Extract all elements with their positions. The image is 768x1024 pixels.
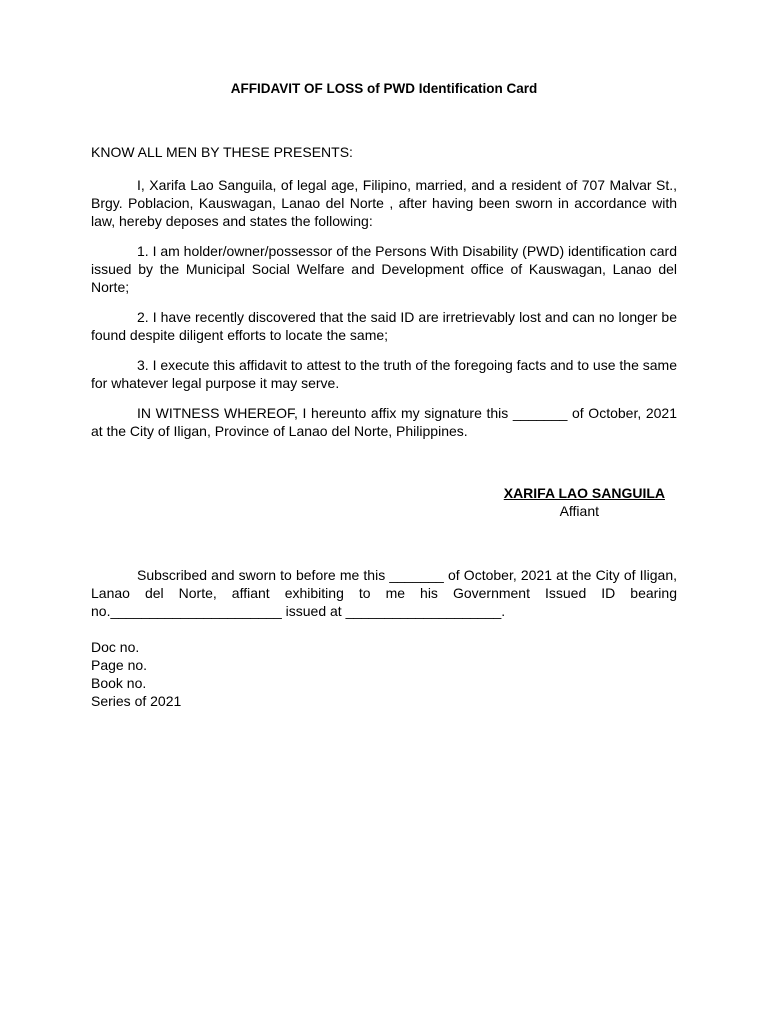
witness-paragraph: IN WITNESS WHEREOF, I hereunto affix my signature this _______ of October, 2021 at the City of Iligan, Province of Lanao del Norte, Philippines. [91, 405, 677, 439]
document-body [91, 80, 677, 710]
signature-block [91, 484, 665, 520]
affiant-label: Affiant [559, 503, 599, 519]
statement-item-3: 3. I execute this affidavit to attest to the truth of the foregoing facts and to use the same for whatever legal purpose it may serve. [91, 357, 677, 391]
doc-number: Doc no. [91, 639, 140, 655]
notarial-details [91, 638, 677, 710]
document-title: AFFIDAVIT OF LOSS of PWD Identification Card [230, 81, 538, 96]
intro-paragraph: I, Xarifa Lao Sanguila, of legal age, Filipino, married, and a resident of 707 Malvar St., Brgy. Poblacion, Kauswagan, Lanao del Norte , after having been sworn in accordance with law, hereby deposes and states the following: [91, 177, 677, 229]
jurat-paragraph: Subscribed and sworn to before me this _______ of October, 2021 at the City of Iligan, Lanao del Norte, affiant exhibiting to me his Government Issued ID bearing no.______________________ issued at ____________________. [91, 567, 677, 619]
page-number: Page no. [91, 657, 148, 673]
statement-item-2: 2. I have recently discovered that the said ID are irretrievably lost and can no longer be found despite diligent efforts to locate the same; [91, 309, 677, 343]
book-number: Book no. [91, 675, 147, 691]
statement-item-1: 1. I am holder/owner/possessor of the Persons With Disability (PWD) identification card issued by the Municipal Social Welfare and Development office of Kauswagan, Lanao del Norte; [91, 243, 677, 295]
series-year: Series of 2021 [91, 693, 182, 709]
salutation: KNOW ALL MEN BY THESE PRESENTS: [91, 144, 353, 160]
affiant-name: XARIFA LAO SANGUILA [503, 485, 665, 501]
